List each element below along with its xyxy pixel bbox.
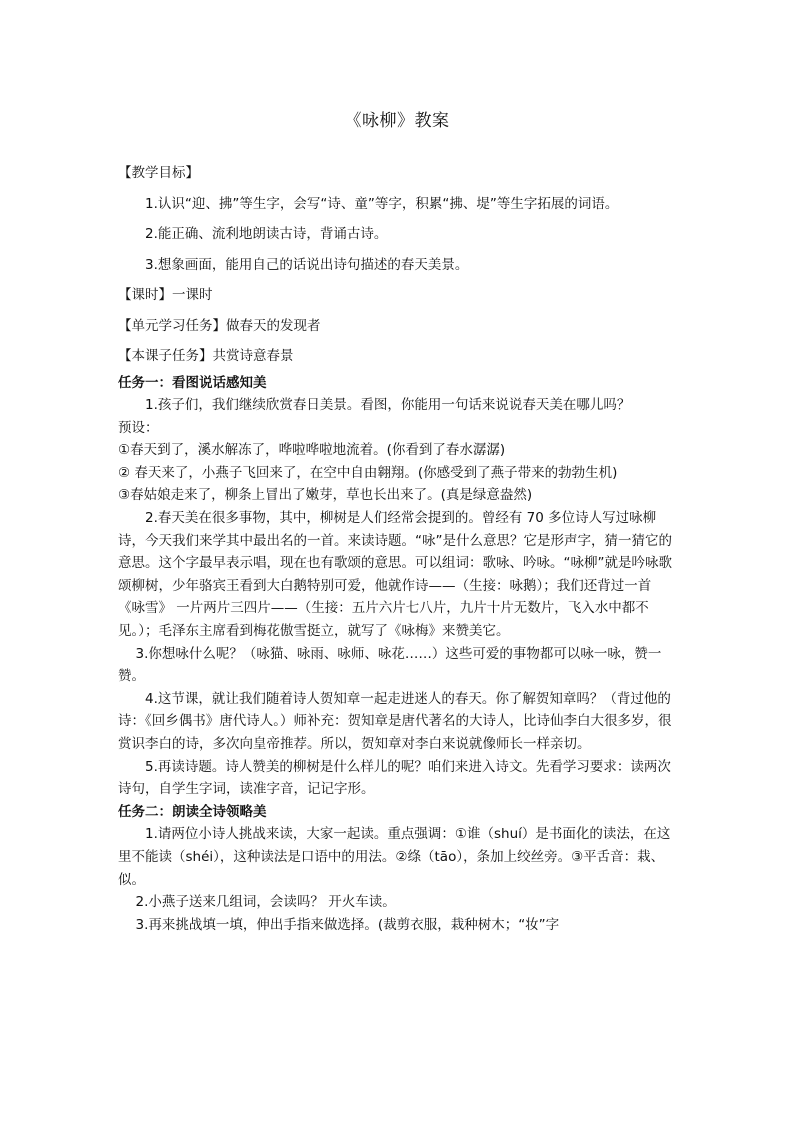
task1-heading: 任务一：看图说话感知美: [118, 374, 267, 391]
task2-paragraph-1: 1.请两位小诗人挑战来读，大家一起读。重点强调：①谁（shuí）是书面化的读法，在这里不能读（shéi），这种读法是口语中的用法。②绦（tāo），条加上绞丝旁。③平舌音：栽、似。: [118, 826, 671, 888]
task1-paragraph-1: 1.孩子们，我们继续欣赏春日美景。看图，你能用一句话来说说春天美在哪儿吗？: [145, 397, 631, 414]
class-hours-value: 一课时: [172, 287, 213, 303]
heading-teaching-goals: 【教学目标】: [118, 165, 199, 181]
goal-item-1: 1.认识“迎、拂”等生字，会写“诗、童”等字，积累“拂、堤”等生字拓展的词语。: [145, 195, 619, 212]
task1-paragraph-3: 3.你想咏什么呢？（咏猫、咏雨、咏师、咏花……）这些可爱的事物都可以咏一咏，赞一赞。: [118, 645, 662, 685]
unit-task-line: [118, 311, 678, 342]
sub-task-label: 【本课子任务】: [118, 348, 213, 364]
page-title: 《咏柳》教案: [344, 111, 450, 131]
task1-preset-option-1: ①春天到了，溪水解冻了，哗啦哗啦地流着。(你看到了春水潺潺): [118, 442, 506, 459]
goal-item-3: 3.想象画面，能用自己的话说出诗句描述的春天美景。: [145, 256, 469, 273]
goal-item-2: 2.能正确、流利地朗读古诗，背诵古诗。: [145, 226, 388, 242]
task1-preset-option-3: ③春姑娘走来了，柳条上冒出了嫩芽，草也长出来了。(真是绿意盎然): [118, 487, 533, 504]
unit-task-value: 做春天的发现者: [226, 317, 321, 334]
task2-heading: 任务二：朗读全诗领略美: [118, 803, 267, 820]
document-body: [118, 158, 678, 936]
class-hours-label: 【课时】: [118, 287, 172, 303]
sub-task-value: 共赏诗意春景: [212, 348, 294, 364]
class-hours-line: [118, 280, 678, 311]
task2-paragraph-3: 3.再来挑战填一填，伸出手指来做选择。(裁剪衣服，栽种树木；“妆”字: [135, 916, 560, 933]
task2-paragraph-2: 2.小燕子送来几组词，会读吗？ 开火车读。: [135, 894, 396, 911]
task1-paragraph-5: 5.再读诗题。诗人赞美的柳树是什么样儿的呢？咱们来进入诗文。先看学习要求：读两次诗句，自学生字词，读准字音，记记字形。: [118, 758, 671, 798]
task1-paragraph-4: 4.这节课，就让我们随着诗人贺知章一起走进迷人的春天。你了解贺知章吗？（背过他的诗：《回乡偶书》唐代诗人。）师补充：贺知章是唐代著名的大诗人，比诗仙李白大很多岁，很赏识李白的诗，多次向皇帝推荐。所以，贺知章对李白来说就像师长一样亲切。: [118, 690, 672, 752]
task1-preset-label: 预设：: [118, 419, 159, 436]
task1-preset-option-2: ② 春天来了，小燕子飞回来了，在空中自由翱翔。(你感受到了燕子带来的勃勃生机): [118, 464, 618, 481]
unit-task-label: 【单元学习任务】: [118, 317, 226, 334]
sub-task-line: [118, 341, 678, 372]
task1-paragraph-2: 2.春天美在很多事物，其中，柳树是人们经常会提到的。曾经有 70 多位诗人写过咏柳诗，今天我们来学其中最出名的一首。来读诗题。“咏”是什么意思？它是形声字，猜一猜它的意思。这个字最早表示唱，现在也有歌颂的意思。可以组词：歌咏、吟咏。“咏柳”就是吟咏歌颂柳树，少年骆宾王看到大白鹅特别可爱，他就作诗——（生接：咏鹅）；我们还背过一首《咏雪》 一片两片三四片——（生接：五片六片七八片，九片十片无数片，飞入水中都不见。）；毛泽东主席看到梅花傲雪挺立，就写了《咏梅》来赞美它。: [118, 510, 672, 640]
